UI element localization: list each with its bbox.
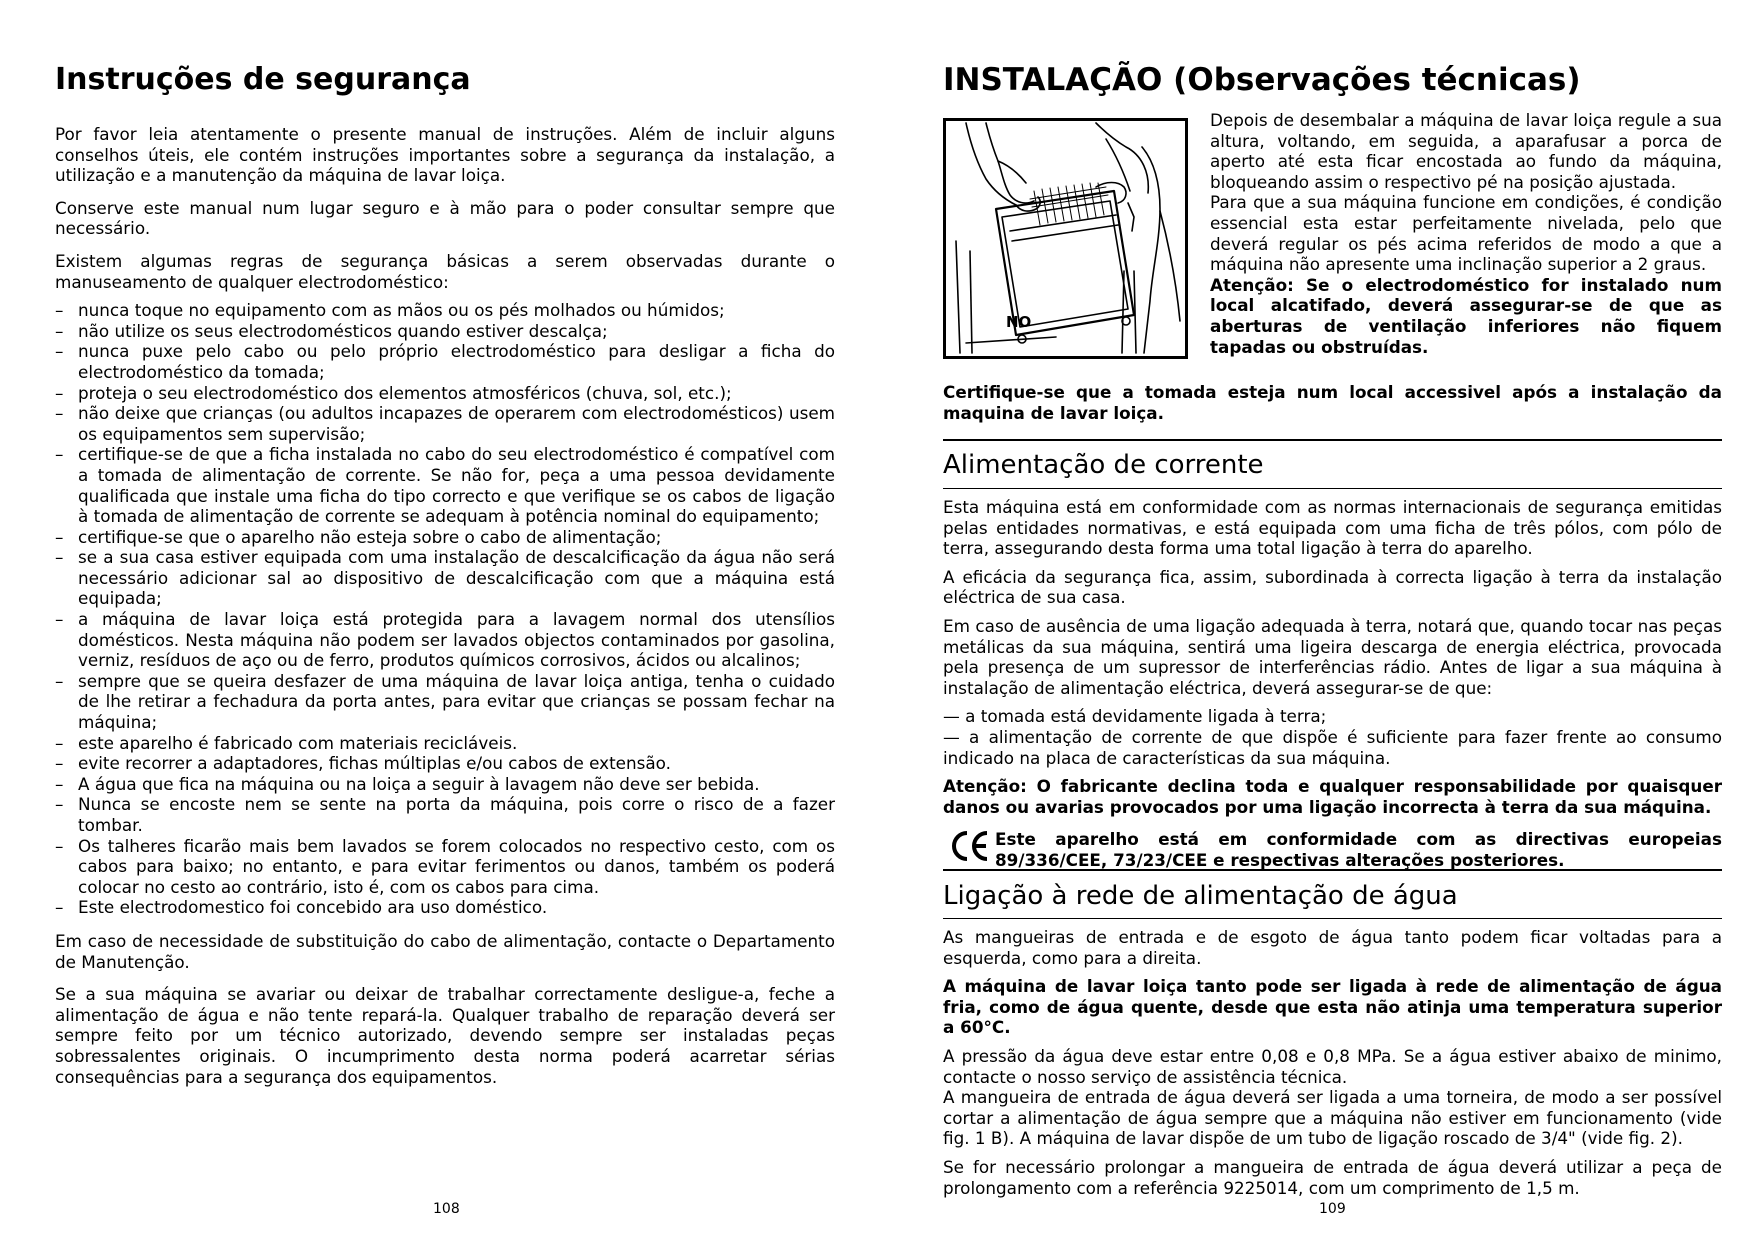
list-item: – a máquina de lavar loiça está protegida para a lavagem normal dos utensílios domésticos. Nesta máquina não podem ser lavados objectos contaminados por gasolina, verniz, resíduos de aço ou de ferro, produtos químicos corrosivos, ácidos ou alcalinos; — [55, 609, 835, 671]
power-section — [943, 497, 1722, 879]
list-item: — a alimentação de corrente de que dispõe é suficiente para fazer frente ao consumo indicado na placa de características da sua máquina. — [943, 727, 1722, 768]
list-item: – nunca puxe pelo cabo ou pelo próprio electrodoméstico para desligar a ficha do electrodoméstico da tomada; — [55, 341, 835, 382]
certify-note: Certifique-se que a tomada esteja num local accessivel após a instalação da maquina de lavar loiça. — [943, 382, 1722, 423]
page-title: Instruções de segurança — [55, 62, 471, 97]
divider — [943, 918, 1722, 919]
power-checks-list — [943, 706, 1722, 768]
list-item: – certifique-se que o aparelho não esteja sobre o cabo de alimentação; — [55, 527, 835, 548]
list-item: – não deixe que crianças (ou adultos incapazes de operarem com electrodomésticos) usem os equipamentos sem supervisão; — [55, 403, 835, 444]
ce-mark-icon — [943, 829, 995, 863]
ce-statement: Este aparelho está em conformidade com as directivas europeias 89/336/CEE, 73/23/CEE e respectivas alterações posteriores. — [995, 829, 1722, 870]
paragraph: A pressão da água deve estar entre 0,08 e 0,8 MPa. Se a água estiver abaixo de minimo, contacte o nosso serviço de assistência técnica. — [943, 1045, 1722, 1087]
list-item: – nunca toque no equipamento com as mãos ou os pés molhados ou húmidos; — [55, 300, 835, 321]
list-item: – certifique-se de que a ficha instalada no cabo do seu electrodoméstico é compatível com a tomada de alimentação de corrente. Se não for, peça a uma pessoa devidamente qualificada que instale uma ficha do tipo correcto e que verifique se os cabos de ligação à tomada de alimentação de corrente se adequam à potência nominal do equipamento; — [55, 444, 835, 526]
divider — [943, 869, 1722, 871]
paragraph: Existem algumas regras de segurança básicas a serem observadas durante o manuseamento de qualquer electrodoméstico: — [55, 250, 835, 292]
list-item: – se a sua casa estiver equipada com uma instalação de descalcificação da água não será necessário adicionar sal ao dispositivo de descalcificação com que a máquina está equipada; — [55, 547, 835, 609]
person-lifting-dishwasher-illustration — [946, 121, 1185, 356]
paragraph: Conserve este manual num lugar seguro e à mão para o poder consultar sempre que necessário. — [55, 197, 835, 239]
paragraph: A mangueira de entrada de água deverá ser ligada a uma torneira, de modo a ser possível cortar a alimentação de água sempre que a máquina não estiver em funcionamento (vide fig. 1 B). A máquina de lavar dispõe de um tubo de ligação roscado de 3/4" (vide fig. 2). — [943, 1087, 1722, 1149]
list-item: – Nunca se encoste nem se sente na porta da máquina, pois corre o risco de a fazer tombar. — [55, 794, 835, 835]
bold-note: A máquina de lavar loiça tanto pode ser ligada à rede de alimentação de água fria, como de água quente, desde que esta não atinja uma temperatura superior a 60°C. — [943, 976, 1722, 1038]
section-heading-power: Alimentação de corrente — [943, 450, 1264, 480]
page-number: 109 — [1319, 1201, 1346, 1217]
water-section — [943, 927, 1722, 1206]
page-number: 108 — [433, 1201, 460, 1217]
attention-note: Atenção: O fabricante declina toda e qualquer responsabilidade por quaisquer danos ou avarias provocados por uma ligação incorrecta à terra da sua máquina. — [943, 776, 1722, 817]
installation-illustration — [943, 118, 1188, 359]
safety-rules-list — [55, 300, 835, 918]
paragraph: A eficácia da segurança fica, assim, subordinada à correcta ligação à terra da instalação eléctrica de sua casa. — [943, 566, 1722, 608]
list-item: – Os talheres ficarão mais bem lavados se forem colocados no respectivo cesto, com os cabos para baixo; no entanto, e para evitar ferimentos ou danos, também os poderá colocar no cesto ao contrário, isto é, com os cabos para cima. — [55, 836, 835, 898]
list-item: – não utilize os seus electrodomésticos quando estiver descalça; — [55, 321, 835, 342]
paragraph: As mangueiras de entrada e de esgoto de água tanto podem ficar voltadas para a esquerda, como para a direita. — [943, 927, 1722, 968]
ce-conformity — [943, 829, 1722, 878]
figure-label: NO — [1006, 313, 1032, 331]
paragraph: Se a sua máquina se avariar ou deixar de trabalhar correctamente desligue-a, feche a alimentação de água e não tente repará-la. Qualquer trabalho de reparação deverá ser sempre feito por um técnico autorizado, devendo sempre ser instaladas peças sobressalentes originais. O incumprimento desta norma poderá acarretar sérias consequências para a segurança dos equipamentos. — [55, 984, 835, 1087]
divider — [943, 439, 1722, 441]
list-item: – A água que fica na máquina ou na loiça a seguir à lavagem não deve ser bebida. — [55, 774, 835, 795]
paragraph: Esta máquina está em conformidade com as normas internacionais de segurança emitidas pelas entidades normativas, e está equipada com uma ficha de três pólos, com pólo de terra, assegurando desta forma uma total ligação à terra do aparelho. — [943, 497, 1722, 559]
paragraph: Se for necessário prolongar a mangueira de entrada de água deverá utilizar a peça de prolongamento com a referência 9225014, com um comprimento de 1,5 m. — [943, 1156, 1722, 1198]
section-heading-water: Ligação à rede de alimentação de água — [943, 881, 1458, 911]
list-item: – evite recorrer a adaptadores, fichas múltiplas e/ou cabos de extensão. — [55, 753, 835, 774]
divider — [943, 488, 1722, 489]
list-item: – este aparelho é fabricado com materiais recicláveis. — [55, 733, 835, 754]
socket-note — [943, 382, 1722, 423]
list-item: — a tomada está devidamente ligada à terra; — [943, 706, 1722, 727]
list-item: – Este electrodomestico foi concebido ara uso doméstico. — [55, 897, 835, 918]
attention-note: Atenção: Se o electrodoméstico for instalado num local alcatifado, deverá assegurar-se de que as aberturas de ventilação inferiores não fiquem tapadas ou obstruídas. — [1210, 274, 1722, 357]
paragraph: Para que a sua máquina funcione em condições, é condição essencial esta estar perfeitamente nivelada, pelo que deverá regular os pés acima referidos de modo a que a máquina não apresente uma inclinação superior a 2 graus. — [1210, 192, 1722, 275]
list-item: – proteja o seu electrodoméstico dos elementos atmosféricos (chuva, sol, etc.); — [55, 383, 835, 404]
safety-content — [55, 124, 835, 1099]
installation-intro — [1210, 110, 1722, 357]
paragraph: Em caso de necessidade de substituição do cabo de alimentação, contacte o Departamento de Manutenção. — [55, 930, 835, 972]
page-title: INSTALAÇÃO (Observações técnicas) — [943, 62, 1581, 98]
paragraph: Depois de desembalar a máquina de lavar loiça regule a sua altura, voltando, em seguida, a aparafusar a porca de aperto até esta ficar encostada ao fundo da máquina, bloqueando assim o respectivo pé na posição ajustada. — [1210, 110, 1722, 192]
paragraph: Por favor leia atentamente o presente manual de instruções. Além de incluir alguns conselhos úteis, ele contém instruções importantes sobre a segurança da instalação, a utilização e a manutenção da máquina de lavar loiça. — [55, 124, 835, 186]
list-item: – sempre que se queira desfazer de uma máquina de lavar loiça antiga, tenha o cuidado de lhe retirar a fechadura da porta antes, para evitar que crianças se possam fechar na máquina; — [55, 671, 835, 733]
paragraph: Em caso de ausência de uma ligação adequada à terra, notará que, quando tocar nas peças metálicas da sua máquina, sentirá uma ligeira descarga de energia eléctrica, provocada pela presença de um supressor de interferências rádio. Antes de ligar a sua máquina à instalação de alimentação eléctrica, deverá assegurar-se de que: — [943, 615, 1722, 698]
